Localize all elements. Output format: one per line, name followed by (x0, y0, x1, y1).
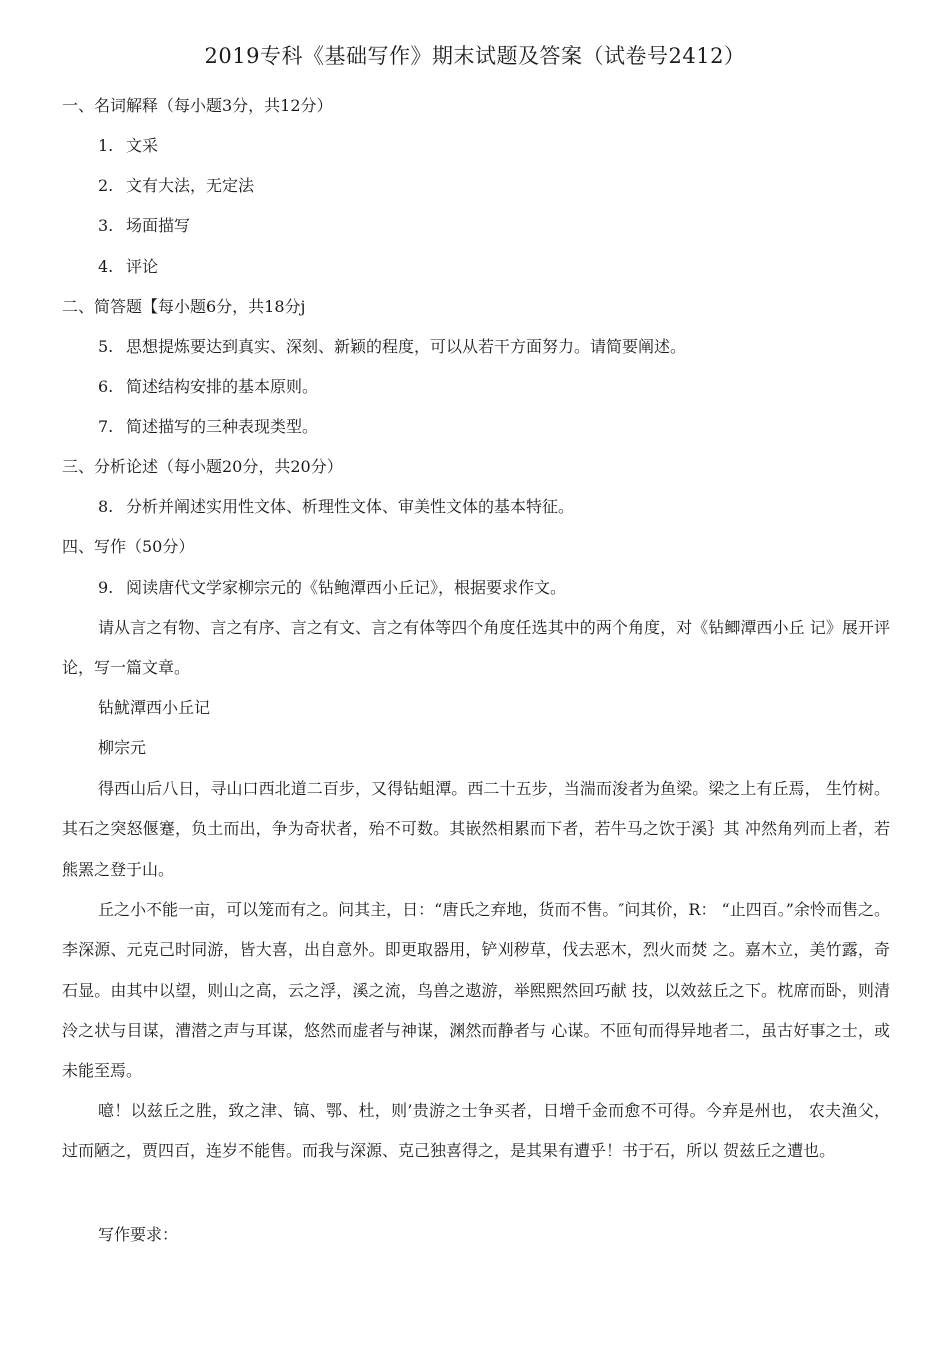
question-text: 简述描写的三种表现类型。 (126, 417, 319, 436)
question-number: 6. (98, 377, 114, 396)
question-text: 文有大法，无定法 (126, 176, 255, 195)
question-number: 3. (98, 216, 114, 235)
writing-instruction: 请从言之有物、言之有序、言之有文、言之有体等四个角度任选其中的两个角度，对《钻鲫潭西小丘 记》展开评论，写一篇文章。 (62, 618, 890, 678)
question-item (98, 416, 318, 438)
question-item (98, 135, 158, 157)
question-text: 评论 (126, 257, 159, 276)
essay-paragraph: 丘之小不能一亩，可以笼而有之。问其主，日：“唐氏之弃地，货而不售。″问其价，R： “止四百。”余怜而售之。李深源、元克己时同游，皆大喜，出自意外。即更取器用，铲刈秽草，伐去恶木，烈火而焚 之。嘉木立，美竹露，奇石显。由其中以望，则山之高，云之浮，溪之流，鸟兽之遨游，举熙熙然回巧献 技，以效兹丘之下。枕席而卧，则清泠之状与目谋，漕潜之声与耳谋，悠然而虚者与神谋，渊然而静者与 心谋。不匝旬而得异地者二，虽古好事之士，或未能至焉。 (62, 900, 890, 1081)
page-title: 2019专科《基础写作》期末试题及答案（试卷号2412） (204, 44, 746, 68)
question-number: 1. (98, 136, 114, 155)
question-text: 阅读唐代文学家柳宗元的《钻鲍潭西小丘记》，根据要求作文。 (126, 578, 567, 597)
section-heading: 二、简答题【每小题6分，共18分j (62, 297, 306, 316)
essay-author: 柳宗元 (98, 738, 147, 757)
question-item (98, 577, 566, 599)
section-heading: 一、名词解释（每小题3分，共12分） (62, 96, 333, 115)
essay-paragraph: 得西山后八日，寻山口西北道二百步，又得钻蛆潭。西二十五步，当湍而浚者为鱼梁。梁之上有丘焉， 生竹树。其石之突怒偃蹇，负土而出，争为奇状者，殆不可数。其嵌然相累而下者，若牛马之饮于溪｝其 冲然角列而上者，若熊罴之登于山。 (62, 779, 890, 879)
question-item (98, 175, 254, 197)
section-heading: 四、写作（50分） (62, 537, 195, 556)
question-text: 简述结构安排的基本原则。 (126, 377, 319, 396)
section-heading: 三、分析论述（每小题20分，共20分） (62, 457, 343, 476)
question-item (98, 215, 190, 237)
question-number: 5. (98, 337, 114, 356)
requirements-label: 写作要求： (98, 1225, 179, 1244)
question-item (98, 256, 158, 278)
question-number: 7. (98, 417, 114, 436)
question-number: 2. (98, 176, 114, 195)
question-number: 9. (98, 578, 114, 597)
question-number: 4. (98, 257, 114, 276)
question-item (98, 336, 686, 358)
question-number: 8. (98, 497, 114, 516)
essay-paragraph: 噫！以兹丘之胜，致之津、镐、鄂、杜，则’贵游之士争买者，日增千金而愈不可得。今弃是州也， 农夫渔父，过而陋之，贾四百，连岁不能售。而我与深源、克己独喜得之，是其果有遭乎！书于石，所以 贺兹丘之遭也。 (62, 1101, 890, 1161)
question-item (98, 496, 574, 518)
question-item (98, 376, 318, 398)
question-text: 思想提炼要达到真实、深刻、新颖的程度，可以从若干方面努力。请简要阐述。 (126, 337, 687, 356)
question-text: 场面描写 (126, 216, 191, 235)
essay-title: 钻魷潭西小丘记 (98, 698, 211, 717)
question-text: 文采 (126, 136, 159, 155)
question-text: 分析并阐述实用性文体、析理性文体、审美性文体的基本特征。 (126, 497, 575, 516)
